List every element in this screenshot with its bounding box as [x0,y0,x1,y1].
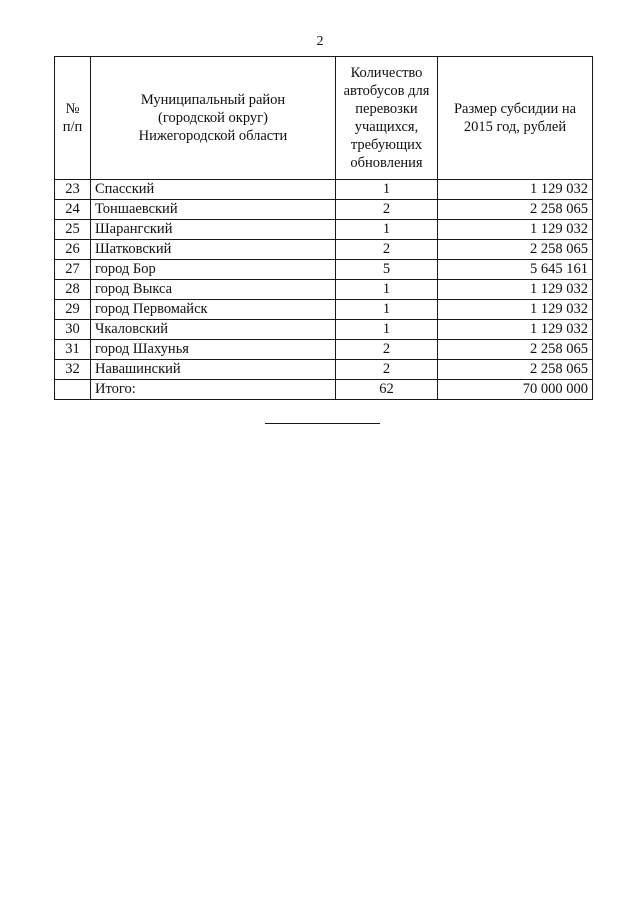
row-subsidy: 2 258 065 [438,360,593,380]
header-subsidy: Размер субсидии на 2015 год, рублей [438,57,593,180]
row-subsidy: 2 258 065 [438,340,593,360]
table-row [55,180,593,200]
table-header-row [55,57,593,180]
row-subsidy: 2 258 065 [438,200,593,220]
row-district: Тоншаевский [91,200,336,220]
row-subsidy: 1 129 032 [438,220,593,240]
row-buses: 1 [336,300,438,320]
table-row [55,280,593,300]
table-row [55,200,593,220]
row-buses: 2 [336,200,438,220]
table-row [55,320,593,340]
row-num: 31 [55,340,91,360]
header-buses: Количество автобусов для перевозки учащихся, требующих обновления [336,57,438,180]
row-district: Шатковский [91,240,336,260]
row-num: 29 [55,300,91,320]
row-buses: 1 [336,280,438,300]
subsidy-table [54,56,593,400]
row-district: город Выкса [91,280,336,300]
row-num: 28 [55,280,91,300]
table-row [55,340,593,360]
row-district: Чкаловский [91,320,336,340]
row-num: 26 [55,240,91,260]
total-label: Итого: [91,380,336,400]
row-buses: 1 [336,220,438,240]
table-row [55,240,593,260]
total-buses: 62 [336,380,438,400]
header-district: Муниципальный район (городской округ) Нижегородской области [91,57,336,180]
header-num: № п/п [55,57,91,180]
row-subsidy: 1 129 032 [438,180,593,200]
row-district: Спасский [91,180,336,200]
row-num: 27 [55,260,91,280]
row-subsidy: 1 129 032 [438,280,593,300]
row-num: 25 [55,220,91,240]
row-buses: 1 [336,180,438,200]
row-district: город Бор [91,260,336,280]
row-num: 24 [55,200,91,220]
row-buses: 2 [336,340,438,360]
table-row [55,360,593,380]
table-row [55,300,593,320]
row-district: Шарангский [91,220,336,240]
row-buses: 1 [336,320,438,340]
row-subsidy: 5 645 161 [438,260,593,280]
table-row [55,260,593,280]
table-total-row [55,380,593,400]
row-district: Навашинский [91,360,336,380]
total-subsidy: 70 000 000 [438,380,593,400]
row-district: город Шахунья [91,340,336,360]
table-row [55,220,593,240]
row-buses: 5 [336,260,438,280]
row-buses: 2 [336,360,438,380]
row-subsidy: 1 129 032 [438,320,593,340]
end-of-document-line [265,423,380,424]
row-subsidy: 1 129 032 [438,300,593,320]
total-num [55,380,91,400]
page-number: 2 [316,34,324,49]
row-subsidy: 2 258 065 [438,240,593,260]
row-num: 23 [55,180,91,200]
row-buses: 2 [336,240,438,260]
row-num: 32 [55,360,91,380]
row-district: город Первомайск [91,300,336,320]
row-num: 30 [55,320,91,340]
